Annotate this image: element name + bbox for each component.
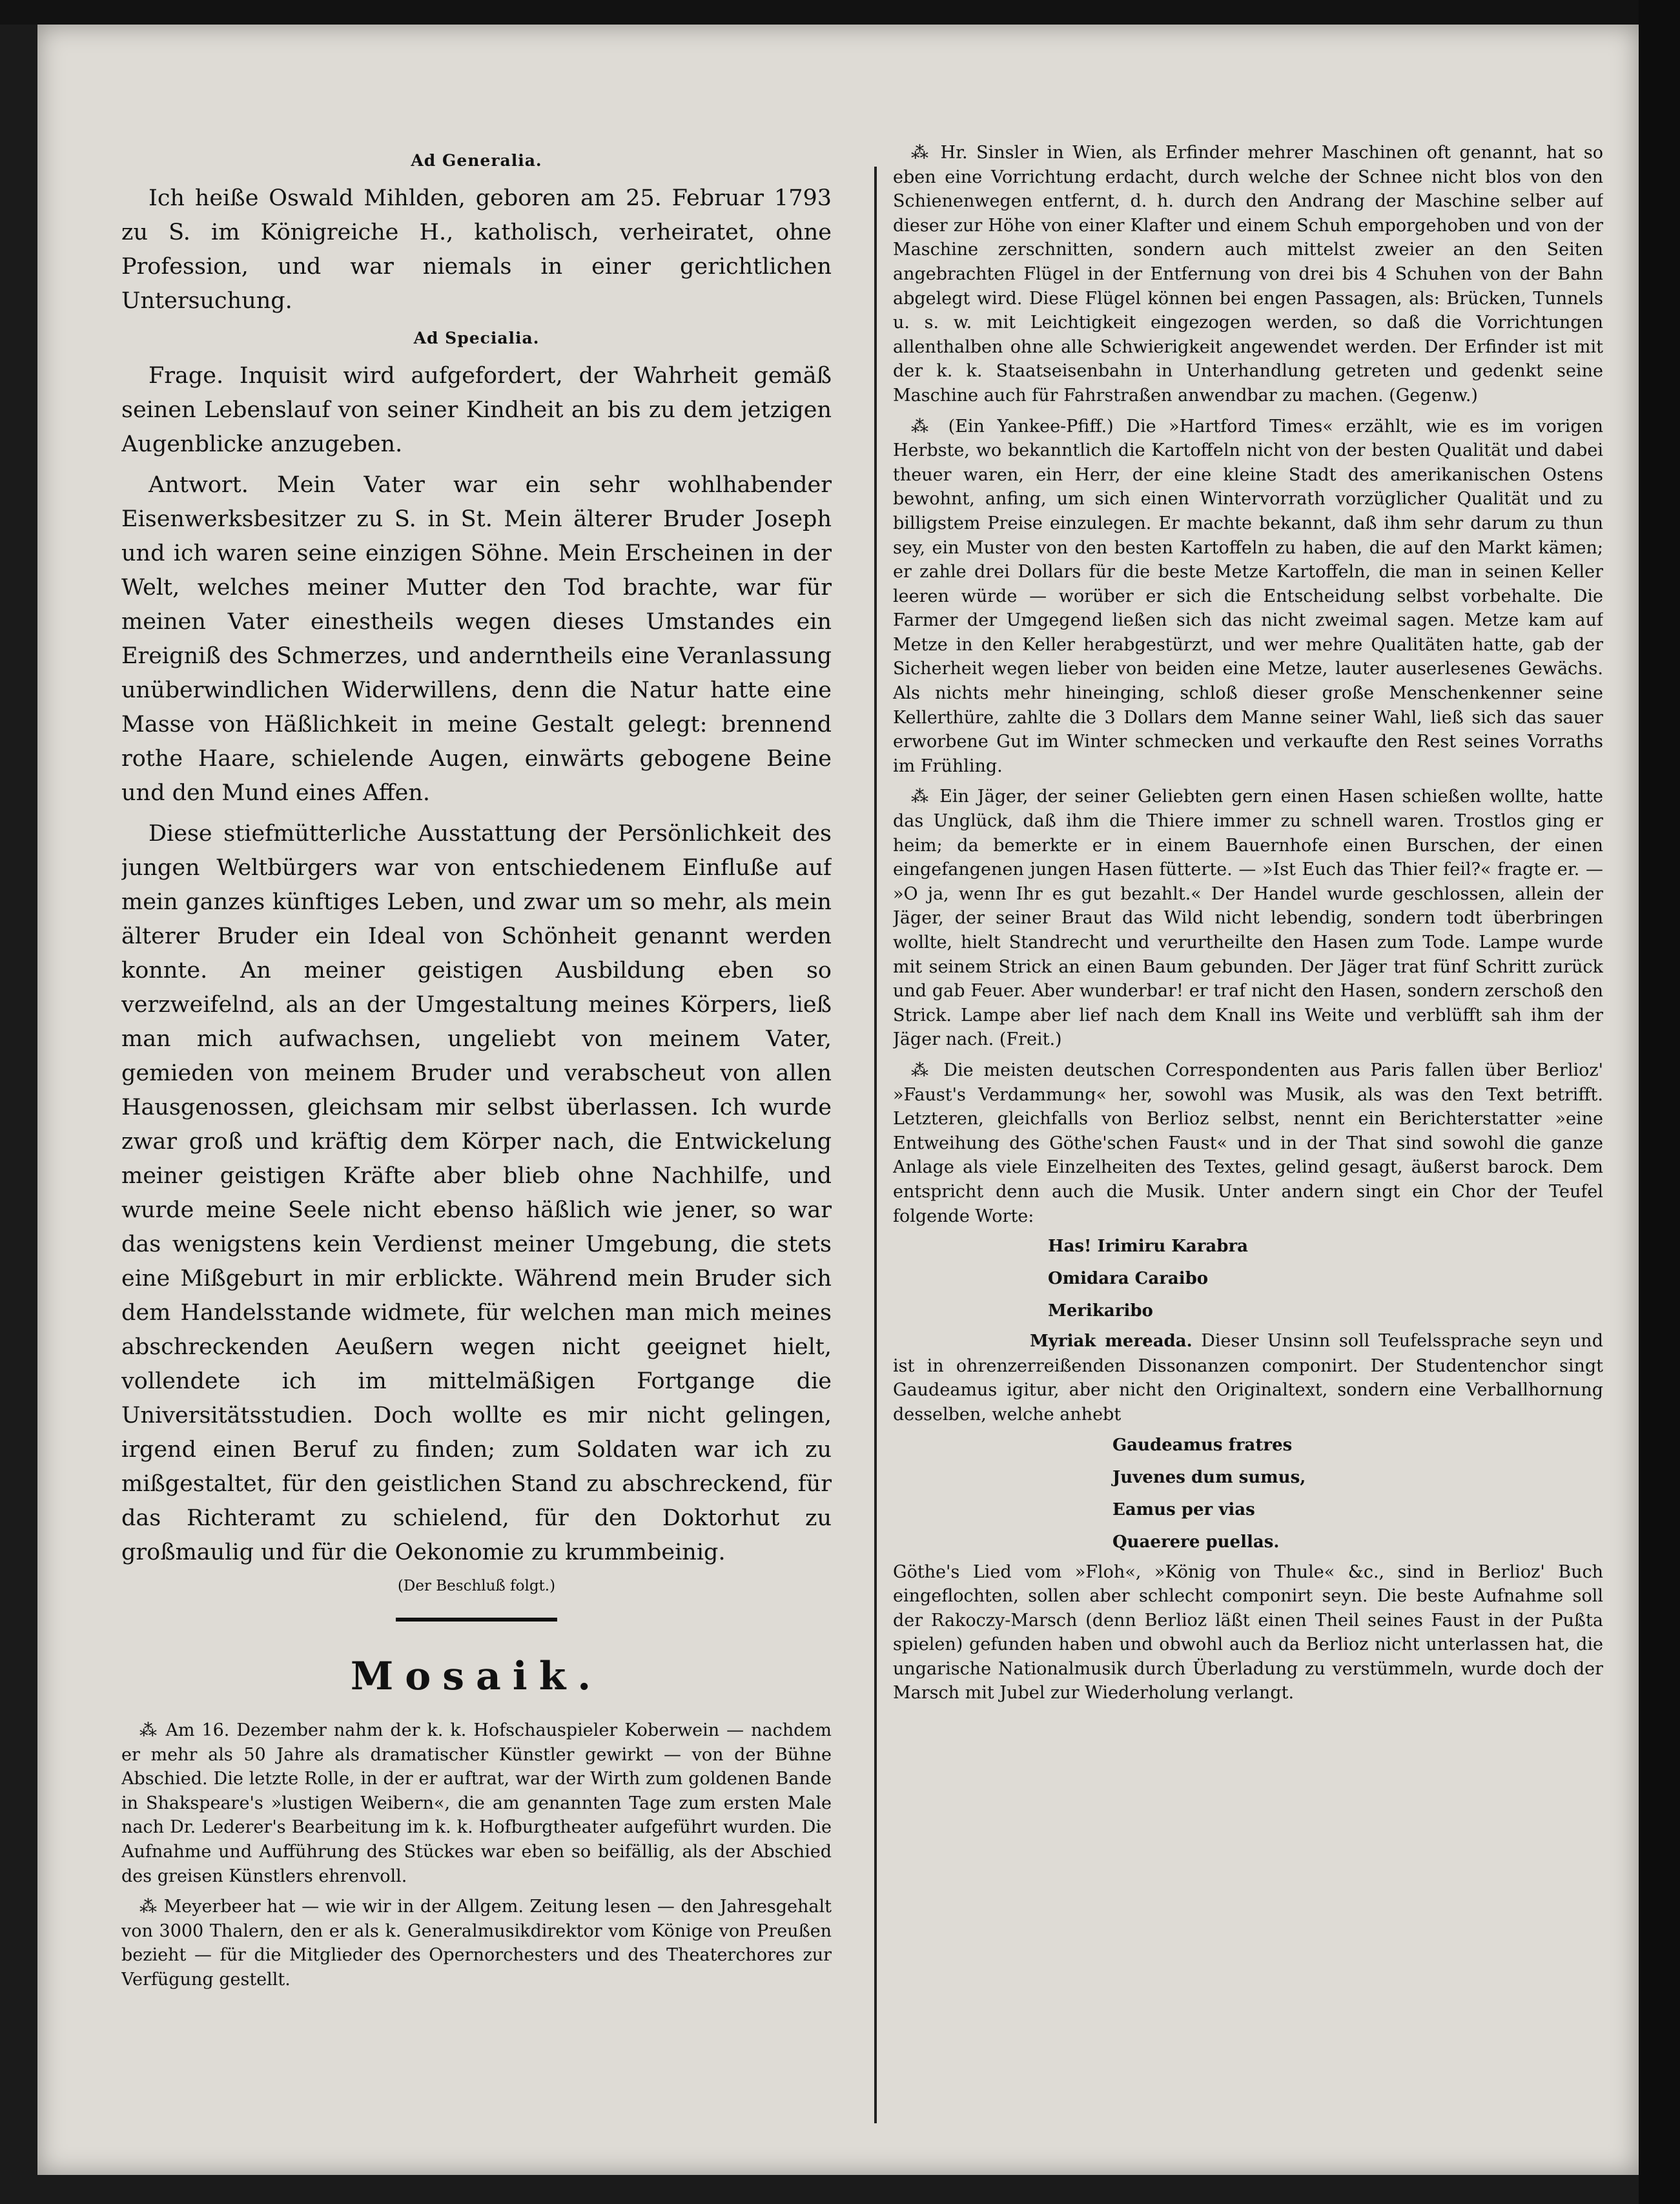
verse-line: Omidara Caraibo — [1048, 1269, 1209, 1289]
para-ausstattung: Diese stiefmütterliche Ausstattung der Persönlichkeit des jungen Weltbürgers war von entschiedenem Einfluße auf mein ganzes künftiges Leben, und zwar um so mehr, als mein älterer Bruder ein Ideal von Schönheit genannt werden konnte. An meiner geistigen Ausbildung eben so verzweifelnd, als an der Umgestaltung meines Körpers, ließ man mich aufwachsen, ungeliebt von meinem Vater, gemieden von meinem Bruder und verabscheut von allen Hausgenossen, gleichsam mir selbst überlassen. Ich wurde zwar groß und kräftig dem Körper nach, die Entwickelung meiner geistigen Kräfte aber blieb ohne Nachhilfe, und wurde meine Seele nicht ebenso häßlich wie jener, so war das wenigstens kein Verdienst meiner Umgebung, die stets eine Mißgeburt in mir erblickte. Während mein Bruder sich dem Handelsstande widmete, für welchen man mich meines abschreckenden Aeußern wegen nicht geeignet hielt, vollendete ich im mittelmäßigen Fortgange die Universitätsstudien. Doch wollte es mir nicht gelingen, irgend einen Beruf zu finden; zum Soldaten war ich zu mißgestaltet, für den geistlichen Stand zu abschreckend, für das Richteramt zu schielend, für den Doktorhut zu großmaulig und für die Oekonomie zu krummbeinig. — [121, 821, 832, 1565]
verse-line: Has! Irimiru Karabra — [1048, 1237, 1249, 1257]
heading-generalia: Ad Generalia. — [411, 151, 542, 170]
newspaper-page — [37, 25, 1639, 2175]
item-yankee: ⁂ (Ein Yankee-Pfiff.) Die »Hartford Times« erzählt, wie es im vorigen Herbste, wo bekanntlich die Kartoffeln nicht von der besten Qualität und dabei theuer waren, ein Herr, der eine kleine Stadt des amerikanischen Ostens bewohnt, anfing, um sich einen Wintervorrath vorzüglicher Qualität und zu billigstem Preise einzulegen. Er machte bekannt, daß ihm sehr darum zu thun sey, ein Muster von den besten Kartoffeln zu haben, die auf den Markt kämen; er zahle drei Dollars für die beste Metze Kartoffeln, die man in seinen Keller leeren würde — worüber er sich die Entscheidung selbst vorbehalte. Die Farmer der Umgegend ließen sich das nicht zweimal sagen. Metze kam auf Metze in den Keller herabgestürzt, und wer mehre Qualitäten hatte, gab der Sicherheit wegen lieber von beiden eine Metze, lauter auserlesenes Gewächs. Als nichts mehr hineinging, schloß dieser große Menschenkenner seine Kellerthüre, zahlte die 3 Dollars dem Manne seiner Wahl, ließ sich das sauer erworbene Gut im Winter schmecken und verkaufte den Rest seines Vorraths im Frühling. — [893, 416, 1603, 776]
verse-line: Gaudeamus fratres — [1112, 1435, 1293, 1455]
para-frage: Frage. Inquisit wird aufgefordert, der Wahrheit gemäß seinen Lebenslauf von seiner Kindheit an bis zu dem jetzigen Augenblicke anzugeben. — [121, 363, 832, 457]
heading-specialia: Ad Specialia. — [413, 329, 540, 347]
scan-right-border — [1639, 0, 1680, 2204]
item-jaeger: ⁂ Ein Jäger, der seiner Geliebten gern einen Hasen schießen wollte, hatte das Unglück, daß ihm die Thiere immer zu schnell waren. Trostlos ging er heim; da bemerkte er in einem Bauernhofe einen Burschen, der einen eingefangenen jungen Hasen fütterte. — »Ist Euch das Thier feil?« fragte er. — »O ja, wenn Ihr es gut bezahlt.« Der Handel wurde geschlossen, allein der Jäger, der seiner Braut das Wild nicht lebendig, sondern todt überbringen wollte, hielt Standrecht und verurtheilte den Hasen zum Tode. Lampe wurde mit seinem Strick an einen Baum gebunden. Der Jäger trat fünf Schritt zurück und gab Feuer. Aber wunderbar! er traf nicht den Hasen, sondern zerschoß den Strick. Lampe aber lief nach dem Knall ins Weite und verblüfft sah ihm der Jäger nach. (Freit.) — [893, 787, 1603, 1050]
verse-line: Eamus per vias — [1112, 1499, 1255, 1519]
para-antwort: Antwort. Mein Vater war ein sehr wohlhabender Eisenwerksbesitzer zu S. in St. Mein älterer Bruder Joseph und ich waren seine einzigen Söhne. Mein Erscheinen in der Welt, welches meiner Mutter den Tod brachte, war für meinen Vater einestheils wegen dieses Umstandes ein Ereigniß des Schmerzes, und anderntheils eine Veranlassung unüberwindlichen Widerwillens, denn die Natur hatte eine Masse von Häßlichkeit in meine Gestalt gelegt: brennend rothe Haare, schielende Augen, einwärts gebogene Beine und den Mund eines Affen. — [121, 472, 832, 806]
left-column — [121, 141, 832, 2117]
verse-line: Quaerere puellas. — [1112, 1532, 1280, 1552]
mosaik-title: Mosaik. — [350, 1654, 603, 1699]
verse-commentary: Dieser Unsinn soll Teufelssprache seyn und ist in ohrenzerreißenden Dissonanzen componirt. Der Studentenchor singt Gaudeamus igitur, aber nicht den Originaltext, sondern eine Verballhornung desselben, welche anhebt — [893, 1331, 1603, 1425]
item-sinsler: ⁂ Hr. Sinsler in Wien, als Erfinder mehrer Maschinen oft genannt, hat so eben eine Vorrichtung erdacht, durch welche der Schnee nicht blos von den Schienenwegen entfernt, d. h. durch den Andrang der Maschine selber auf dieser zur Höhe von einer Klafter und einem Schuh emporgehoben und von der Maschine zerschnitten, sondern auch mittelst zweier an den Seiten angebrachten Flügel in der Entfernung von drei bis 4 Schuhen von der Bahn abgelegt wird. Diese Flügel können bei engen Passagen, als: Brücken, Tunnels u. s. w. mit Leichtigkeit eingezogen werden, so daß die Vorrichtungen allenthalben ohne alle Schwierigkeit angewendet werden. Der Erfinder ist mit der k. k. Staatseisenbahn in Unterhandlung getreten und gedenkt seine Maschine auch für Fahrstraßen anwendbar zu machen. (Gegenw.) — [893, 143, 1603, 406]
verse-line: Merikaribo — [1048, 1301, 1153, 1321]
right-column — [893, 141, 1603, 2117]
verse-continuation — [893, 1329, 1603, 1426]
item-gothe: Göthe's Lied vom »Floh«, »König von Thule« &c., sind in Berlioz' Buch eingeflochten, sollen aber schlecht componirt seyn. Die beste Aufnahme soll der Rakoczy-Marsch (denn Berlioz läßt einen Theil seines Faust in der Pußta spielen) gefunden haben und obwohl auch da Berlioz nicht unterlassen hat, die ungarische Nationalmusik durch Überladung zu verstümmeln, wurde doch der Marsch mit Jubel zur Wiederholung verlangt. — [893, 1561, 1603, 1704]
para-intro: Ich heiße Oswald Mihlden, geboren am 25. Februar 1793 zu S. im Königreiche H., katholisch, verheiratet, ohne Profession, und war niemals in einer gerichtlichen Untersuchung. — [121, 185, 832, 314]
item-berlioz: ⁂ Die meisten deutschen Correspondenten aus Paris fallen über Berlioz' »Faust's Verdammung« her, sowohl was Musik, als was den Text betrifft. Letzteren, gleichfalls von Berlioz selbst, nennt ein Berichterstatter »eine Entweihung des Göthe'schen Faust« und in der That sind sowohl die ganze Anlage als viele Einzelheiten des Textes, gelind gesagt, äußerst barock. Dem entspricht denn auch die Musik. Unter andern singt ein Chor der Teufel folgende Worte: — [893, 1060, 1603, 1226]
column-divider — [874, 167, 877, 2123]
continuation-note: (Der Beschluß folgt.) — [397, 1578, 556, 1594]
item-meyerbeer: ⁂ Meyerbeer hat — wie wir in der Allgem. Zeitung lesen — den Jahresgehalt von 3000 Thalern, den er als k. Generalmusikdirektor vom Könige von Preußen bezieht — für die Mitglieder des Opernorchesters und des Theaterchores zur Verfügung gestellt. — [121, 1897, 832, 1990]
verse-line: Myriak mereada. — [1030, 1332, 1193, 1352]
item-16-dezember: ⁂ Am 16. Dezember nahm der k. k. Hofschauspieler Koberwein — nachdem er mehr als 50 Jahre als dramatischer Künstler gewirkt — von der Bühne Abschied. Die letzte Rolle, in der er auftrat, war der Wirth zum goldenen Bande in Shakspeare's »lustigen Weibern«, die am genannten Tage zum ersten Male nach Dr. Lederer's Bearbeitung im k. k. Hofburgtheater aufgeführt wurden. Die Aufnahme und Aufführung des Stückes war eben so beifällig, als der Abschied des greisen Künstlers ehrenvoll. — [121, 1720, 832, 1886]
verse-line: Juvenes dum sumus, — [1112, 1467, 1306, 1487]
section-divider — [396, 1618, 557, 1622]
scan-top-border — [0, 0, 1680, 25]
